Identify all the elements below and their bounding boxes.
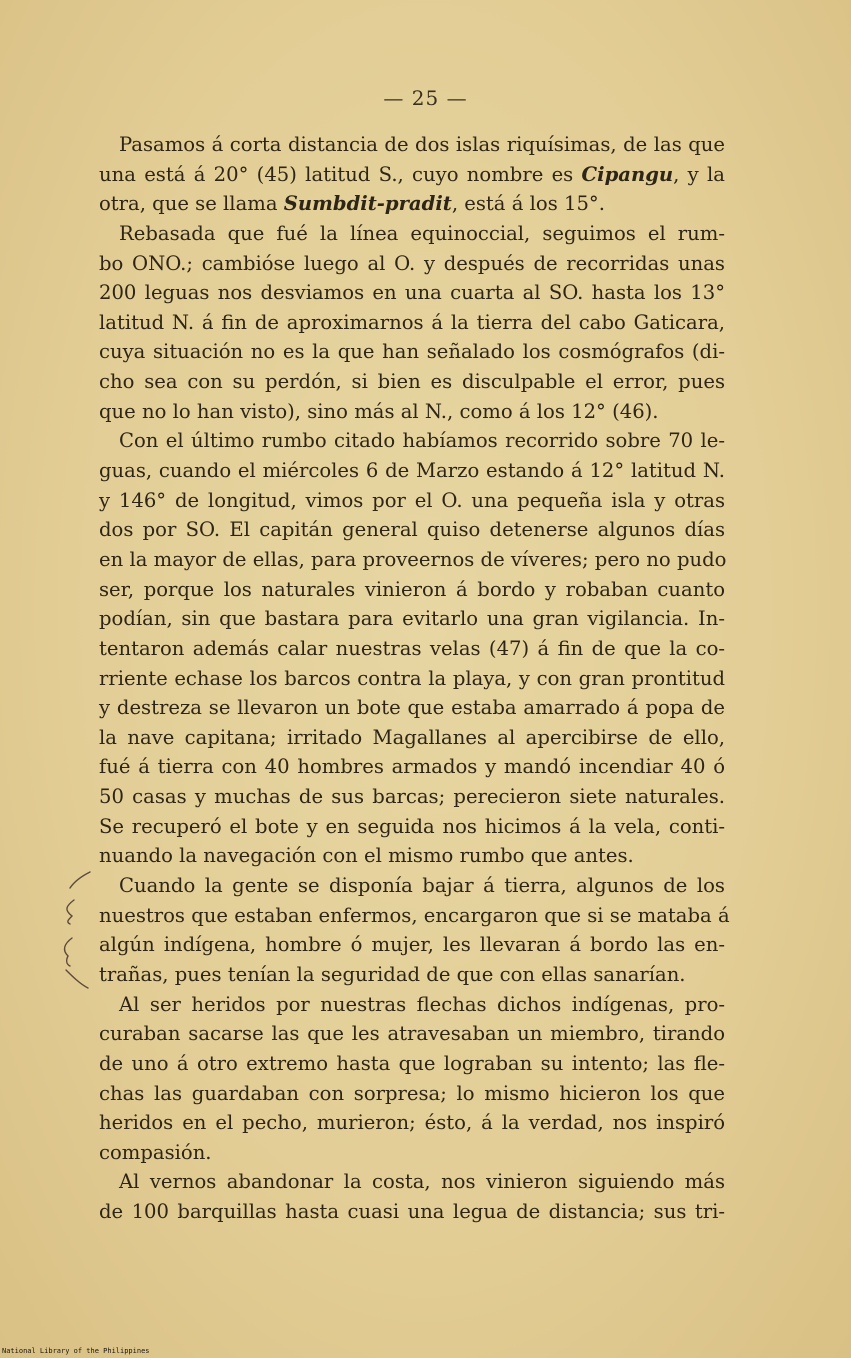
italic-name: Cipangu xyxy=(581,162,674,186)
text-line: la nave capitana; irritado Magallanes al apercibirse de ello, xyxy=(99,725,725,749)
italic-name: Sumbdit-pradit xyxy=(283,192,452,216)
text-line: Rebasada que fué la línea equinoccial, seguimos el rum- xyxy=(119,221,725,245)
text-line: trañas, pues tenían la seguridad de que con ellas sanarían. xyxy=(99,962,686,986)
text-line: algún indígena, hombre ó mujer, les llevaran á bordo las en- xyxy=(99,933,725,957)
text-line: nuestros que estaban enfermos, encargaron que si se mataba á xyxy=(99,903,730,927)
text-line: latitud N. á fin de aproximarnos á la tierra del cabo Gaticara, xyxy=(99,310,725,334)
paragraph xyxy=(99,219,725,426)
text-line: 50 casas y muchas de sus barcas; perecieron siete naturales. xyxy=(99,785,725,809)
text-line: cho sea con su perdón, si bien es disculpable el error, pues xyxy=(99,370,725,394)
text-line: Pasamos á corta distancia de dos islas riquísimas, de las que xyxy=(119,133,725,156)
text-line: chas las guardaban con sorpresa; lo mismo hicieron los que xyxy=(99,1081,725,1105)
paragraph xyxy=(99,426,725,871)
text-line: en la mayor de ellas, para proveernos de víveres; pero no pudo xyxy=(99,547,727,571)
text-line: Al vernos abandonar la costa, nos vinieron siguiendo más xyxy=(119,1170,725,1194)
text-line: que no lo han visto), sino más al N., como á los 12° (46). xyxy=(99,399,659,423)
text-line: cuya situación no es la que han señalado los cosmógrafos (di- xyxy=(99,340,725,364)
text-line: curaban sacarse las que les atravesaban un miembro, tirando xyxy=(99,1022,725,1046)
library-credit: National Library of the Philippines xyxy=(2,1347,150,1355)
text-line: heridos en el pecho, murieron; ésto, á la verdad, nos inspiró xyxy=(99,1111,725,1135)
text-line: podían, sin que bastara para evitarlo una gran vigilancia. In- xyxy=(99,607,725,631)
text-line: fué á tierra con 40 hombres armados y mandó incendiar 40 ó xyxy=(99,755,725,779)
handwritten-margin-mark xyxy=(44,866,94,996)
text-line: rriente echase los barcos contra la playa, y con gran prontitud xyxy=(99,666,725,690)
paragraph xyxy=(99,871,730,990)
text-line: otra, que se llama Sumbdit-pradit, está á los 15°. xyxy=(99,192,605,216)
text-line: tentaron además calar nuestras velas (47) á fin de que la co- xyxy=(99,636,725,660)
body-text xyxy=(99,130,730,1227)
page-number: — 25 — xyxy=(383,86,468,110)
text-line: bo ONO.; cambióse luego al O. y después de recorridas unas xyxy=(99,251,725,275)
text-line: de 100 barquillas hasta cuasi una legua de distancia; sus tri- xyxy=(99,1200,725,1224)
text-line: ser, porque los naturales vinieron á bordo y robaban cuanto xyxy=(99,577,725,601)
paragraph xyxy=(99,1167,725,1226)
text-line: dos por SO. El capitán general quiso detenerse algunos días xyxy=(99,518,725,542)
text-line: una está á 20° (45) latitud S., cuyo nombre es Cipangu, y la xyxy=(99,162,725,186)
text-line: Se recuperó el bote y en seguida nos hicimos á la vela, conti- xyxy=(99,814,725,838)
text-line: y 146° de longitud, vimos por el O. una pequeña isla y otras xyxy=(99,488,725,512)
text-line: Cuando la gente se disponía bajar á tierra, algunos de los xyxy=(119,874,725,898)
text-line: compasión. xyxy=(99,1140,212,1164)
paragraph xyxy=(99,130,725,219)
text-line: 200 leguas nos desviamos en una cuarta al SO. hasta los 13° xyxy=(99,281,725,305)
text-line: Con el último rumbo citado habíamos recorrido sobre 70 le- xyxy=(119,429,725,453)
text-line: nuando la navegación con el mismo rumbo que antes. xyxy=(99,844,634,868)
text-line: guas, cuando el miércoles 6 de Marzo estando á 12° latitud N. xyxy=(99,459,725,483)
paragraph xyxy=(99,990,725,1168)
text-line: de uno á otro extremo hasta que lograban su intento; las fle- xyxy=(99,1051,725,1075)
text-line: Al ser heridos por nuestras flechas dichos indígenas, pro- xyxy=(119,992,725,1016)
text-line: y destreza se llevaron un bote que estaba amarrado á popa de xyxy=(99,696,725,720)
